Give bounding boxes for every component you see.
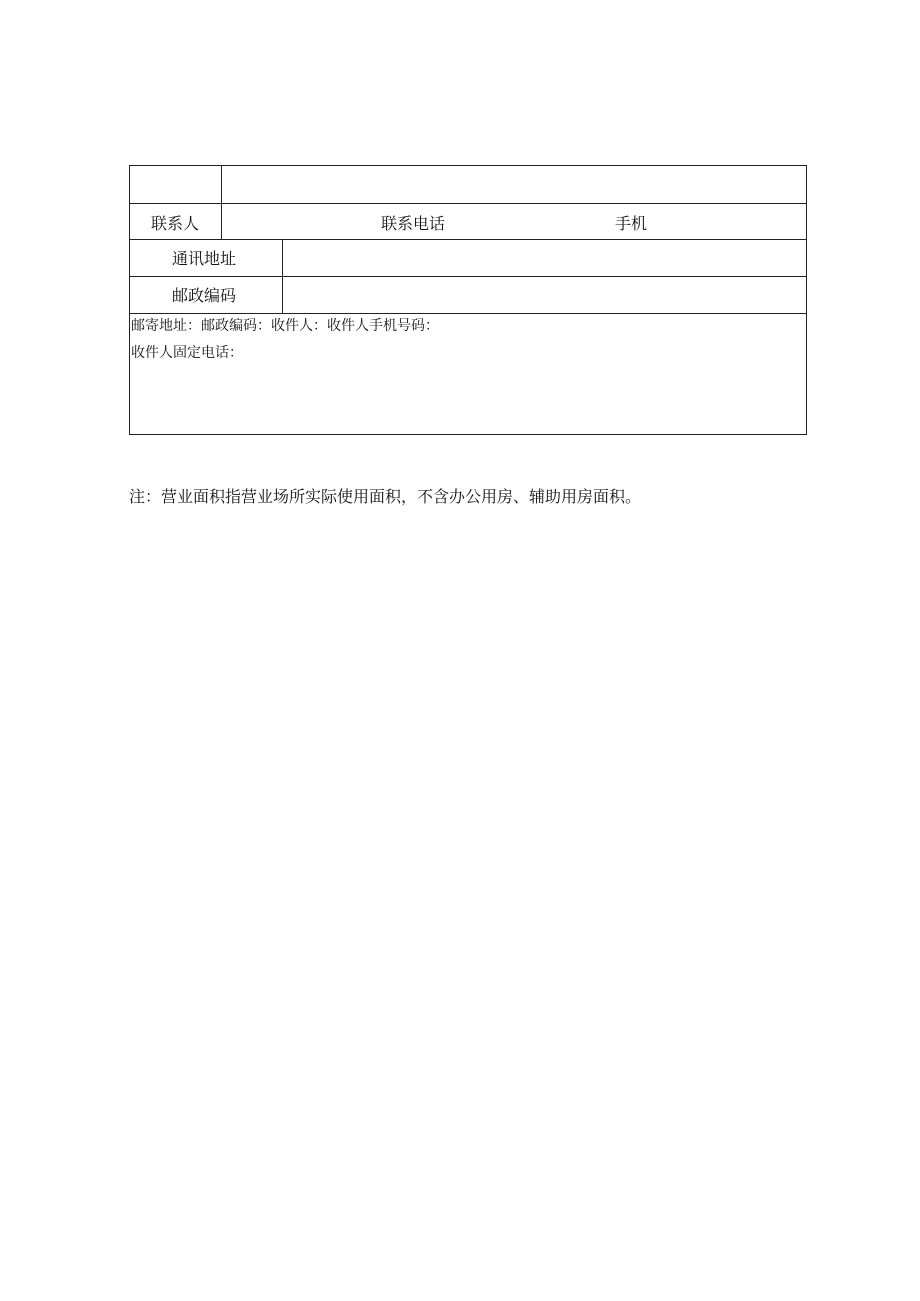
column-divider: [221, 166, 222, 239]
row-divider: [130, 203, 806, 204]
footnote: 注：营业面积指营业场所实际使用面积，不含办公用房、辅助用房面积。: [129, 487, 642, 506]
row-divider: [130, 239, 806, 240]
row-divider: [130, 276, 806, 277]
recipient-landline-line: 收件人固定电话：: [131, 345, 243, 361]
mailing-info-line: 邮寄地址：邮政编码：收件人：收件人手机号码：: [131, 318, 439, 334]
contact-person-label: 联系人: [151, 214, 200, 233]
column-divider: [282, 239, 283, 313]
address-label: 通讯地址: [172, 249, 237, 268]
row-divider: [130, 313, 806, 314]
postcode-label: 邮政编码: [172, 286, 237, 305]
mobile-label: 手机: [615, 214, 648, 233]
contact-info-table: [129, 165, 807, 435]
contact-phone-label: 联系电话: [381, 214, 446, 233]
